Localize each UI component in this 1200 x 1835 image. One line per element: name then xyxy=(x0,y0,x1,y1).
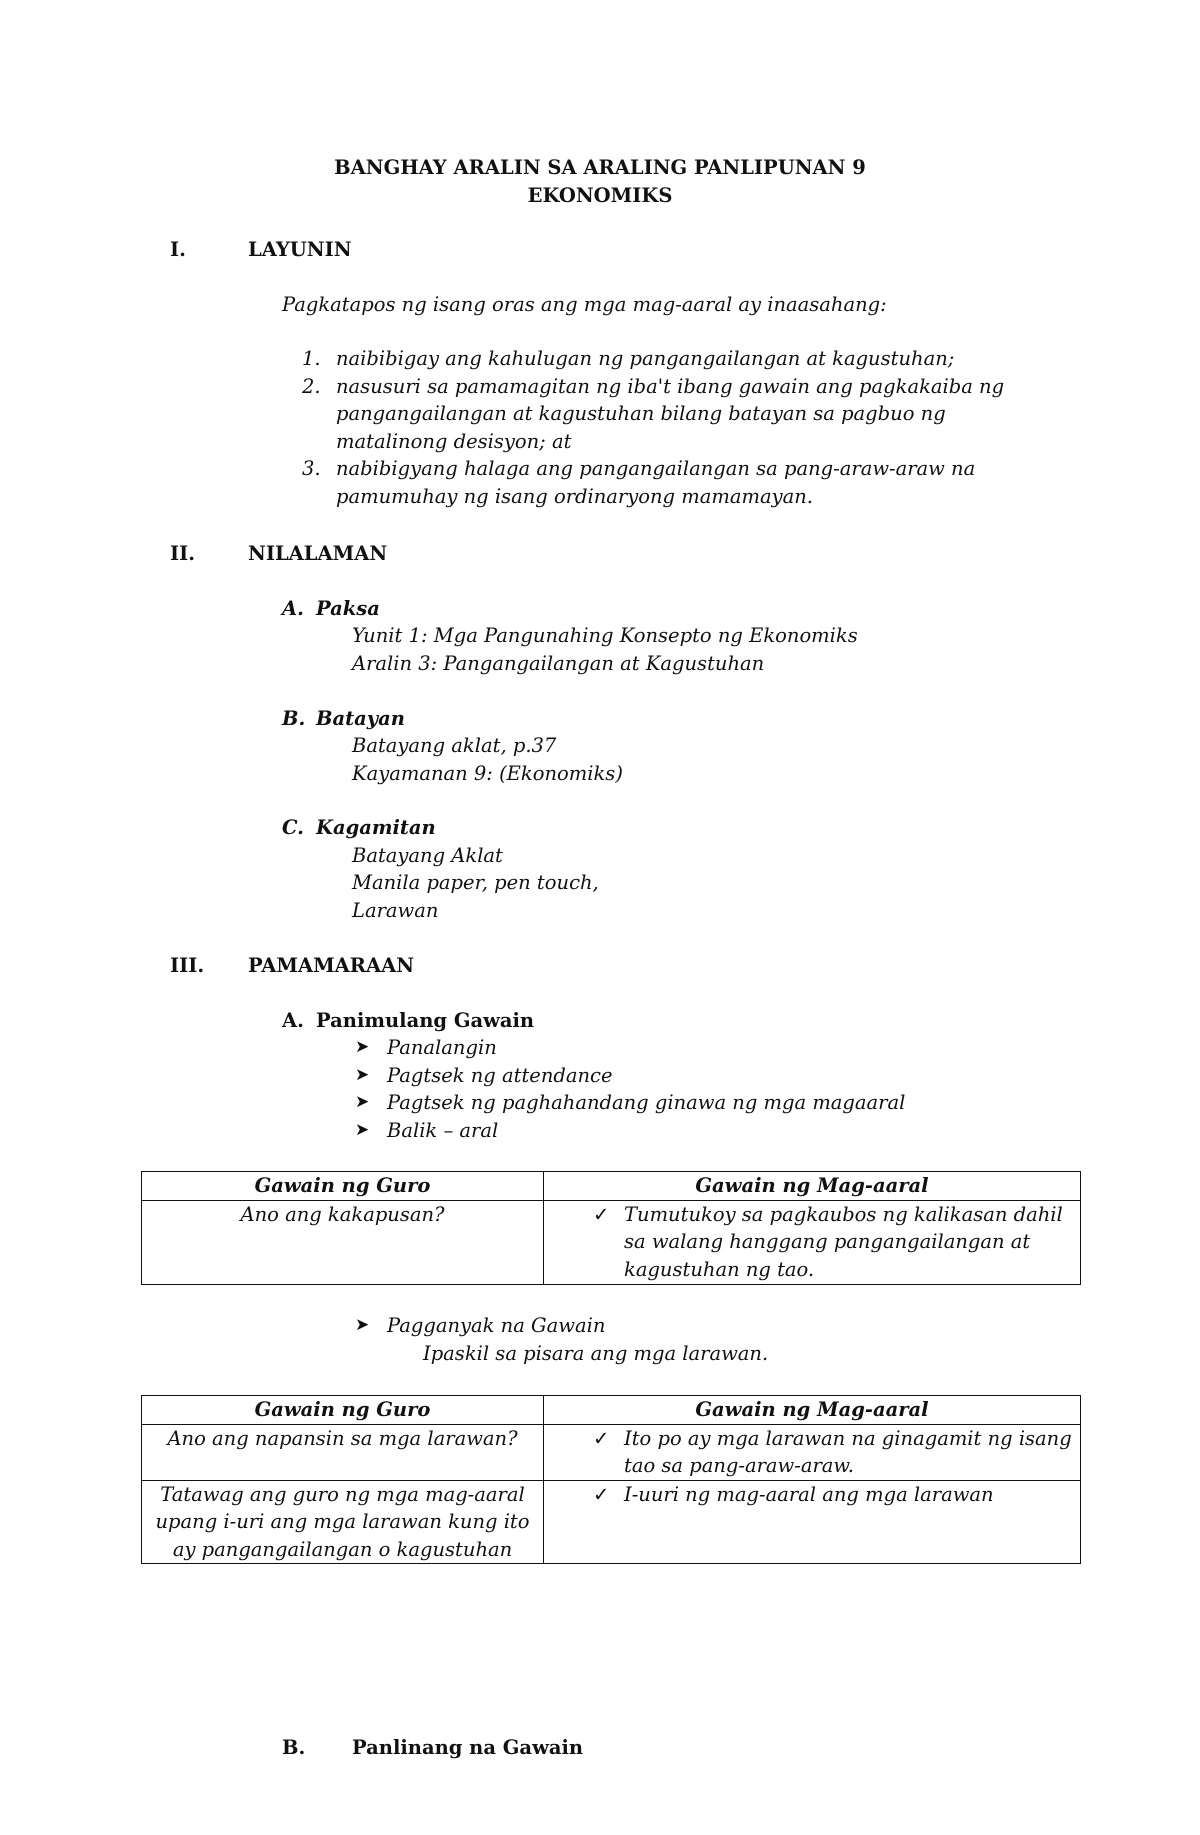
table-row xyxy=(142,1200,1081,1284)
arrow-bullet-icon: ➤ xyxy=(355,1064,370,1085)
list-item xyxy=(355,1034,905,1062)
objective-item xyxy=(282,345,1004,373)
teacher-cell xyxy=(142,1200,544,1284)
kagamitan-line: Manila paper, pen touch, xyxy=(352,871,599,894)
list-item-text: Pagtsek ng attendance xyxy=(387,1063,613,1087)
student-cell xyxy=(544,1200,1081,1284)
activity-table-2 xyxy=(141,1395,1081,1564)
subheading-letter: A. xyxy=(282,597,304,620)
activity-table-1 xyxy=(141,1171,1081,1285)
subheading-batayan xyxy=(282,705,405,733)
kagamitan-line: Batayang Aklat xyxy=(352,844,503,867)
section-3-number: III. xyxy=(170,954,205,977)
kagamitan-line: Larawan xyxy=(352,899,439,922)
table-header-row xyxy=(142,1172,1081,1201)
table-row xyxy=(142,1424,1081,1480)
checkmark-icon: ✓ xyxy=(593,1202,610,1226)
section-2-number: II. xyxy=(170,542,196,565)
cell-line: Ano ang napansin sa mga larawan? xyxy=(167,1426,518,1450)
cell-line: Tumutukoy sa pagkaubos ng kalikasan dahil xyxy=(624,1202,1063,1226)
objective-line: pamumuhay ng isang ordinaryong mamamayan. xyxy=(336,484,813,508)
batayan-line: Kayamanan 9: (Ekonomiks) xyxy=(352,762,623,785)
document-title: BANGHAY ARALIN SA ARALING PANLIPUNAN 9 xyxy=(334,156,866,179)
arrow-bullet-icon: ➤ xyxy=(355,1119,370,1140)
table-header-student: Gawain ng Mag-aaral xyxy=(544,1396,1081,1425)
subheading-paksa xyxy=(282,595,380,623)
table-header-teacher: Gawain ng Guro xyxy=(142,1396,544,1425)
paksa-line: Yunit 1: Mga Pangunahing Konsepto ng Ekonomiks xyxy=(352,624,858,647)
list-item-text: Balik – aral xyxy=(387,1118,499,1142)
arrow-bullet-icon: ➤ xyxy=(355,1037,370,1057)
motivation-list xyxy=(355,1312,605,1340)
subheading-label: Paksa xyxy=(316,597,380,620)
checkmark-icon: ✓ xyxy=(593,1426,610,1450)
subheading-letter: A. xyxy=(282,1009,304,1032)
section-1-number: I. xyxy=(170,238,186,261)
objective-line: naibibigay ang kahulugan ng pangangailangan at kagustuhan; xyxy=(336,347,955,370)
list-item-text: Panalangin xyxy=(387,1036,497,1059)
batayan-line: Batayang aklat, p.37 xyxy=(352,734,557,757)
subheading-label: Kagamitan xyxy=(316,816,436,839)
subheading-label: Panimulang Gawain xyxy=(316,1009,535,1032)
list-item xyxy=(355,1062,905,1090)
cell-line: I-uuri ng mag-aaral ang mga larawan xyxy=(624,1482,994,1506)
section-2-title: NILALAMAN xyxy=(248,542,388,565)
section-3-title: PAMAMARAAN xyxy=(248,954,415,977)
objective-number: 2. xyxy=(302,374,321,398)
arrow-bullet-icon: ➤ xyxy=(355,1092,370,1112)
subheading-kagamitan xyxy=(282,814,436,842)
table-row xyxy=(142,1480,1081,1564)
cell-line: sa walang hanggang pangangailangan at xyxy=(624,1230,1031,1253)
subheading-panlinang-gawain: Panlinang na Gawain xyxy=(352,1736,584,1759)
subheading-b-letter: B. xyxy=(282,1736,306,1759)
motivation-instruction: Ipaskil sa pisara ang mga larawan. xyxy=(423,1342,769,1365)
list-item xyxy=(355,1312,605,1340)
cell-line: tao sa pang-araw-araw. xyxy=(624,1454,854,1477)
cell-line: ay pangangailangan o kagustuhan xyxy=(172,1537,513,1561)
student-cell xyxy=(544,1424,1081,1480)
arrow-bullet-icon: ➤ xyxy=(355,1315,370,1335)
subheading-letter: B. xyxy=(282,707,306,730)
cell-line: kagustuhan ng tao. xyxy=(624,1257,815,1281)
student-cell xyxy=(544,1480,1081,1564)
subheading-letter: C. xyxy=(282,816,304,839)
opening-activities-list xyxy=(355,1034,905,1144)
objective-line: pangangailangan at kagustuhan bilang batayan sa pagbuo ng xyxy=(336,402,946,425)
cell-line: Ano ang kakapusan? xyxy=(240,1202,445,1226)
list-item xyxy=(355,1089,905,1117)
section-1-title: LAYUNIN xyxy=(248,238,352,261)
objective-number: 3. xyxy=(302,457,321,480)
teacher-cell xyxy=(142,1480,544,1564)
objectives-list xyxy=(282,345,1004,510)
table-header-row xyxy=(142,1396,1081,1425)
objectives-intro: Pagkatapos ng isang oras ang mga mag-aaral ay inaasahang: xyxy=(282,293,887,316)
cell-line: upang i-uri ang mga larawan kung ito xyxy=(155,1510,530,1533)
objective-line: matalinong desisyon; at xyxy=(336,429,572,453)
document-subtitle: EKONOMIKS xyxy=(527,184,673,207)
subheading-label: Batayan xyxy=(316,707,405,730)
objective-line: nasusuri sa pamamagitan ng iba't ibang gawain ang pagkakaiba ng xyxy=(336,374,1005,398)
subheading-panimulang-gawain xyxy=(282,1007,534,1035)
checkmark-icon: ✓ xyxy=(593,1482,610,1506)
table-header-teacher: Gawain ng Guro xyxy=(142,1172,544,1201)
cell-line: Tatawag ang guro ng mga mag-aaral xyxy=(160,1482,525,1506)
list-item-text: Pagganyak na Gawain xyxy=(387,1314,606,1337)
objective-number: 1. xyxy=(302,347,321,370)
objective-line: nabibigyang halaga ang pangangailangan sa pang-araw-araw na xyxy=(336,457,976,480)
objective-item xyxy=(282,373,1004,456)
cell-line: Ito po ay mga larawan na ginagamit ng isang xyxy=(624,1426,1072,1450)
paksa-line: Aralin 3: Pangangailangan at Kagustuhan xyxy=(352,652,765,675)
teacher-cell xyxy=(142,1424,544,1480)
table-header-student: Gawain ng Mag-aaral xyxy=(544,1172,1081,1201)
objective-item xyxy=(282,455,1004,510)
list-item-text: Pagtsek ng paghahandang ginawa ng mga magaaral xyxy=(387,1091,906,1114)
list-item xyxy=(355,1117,905,1145)
